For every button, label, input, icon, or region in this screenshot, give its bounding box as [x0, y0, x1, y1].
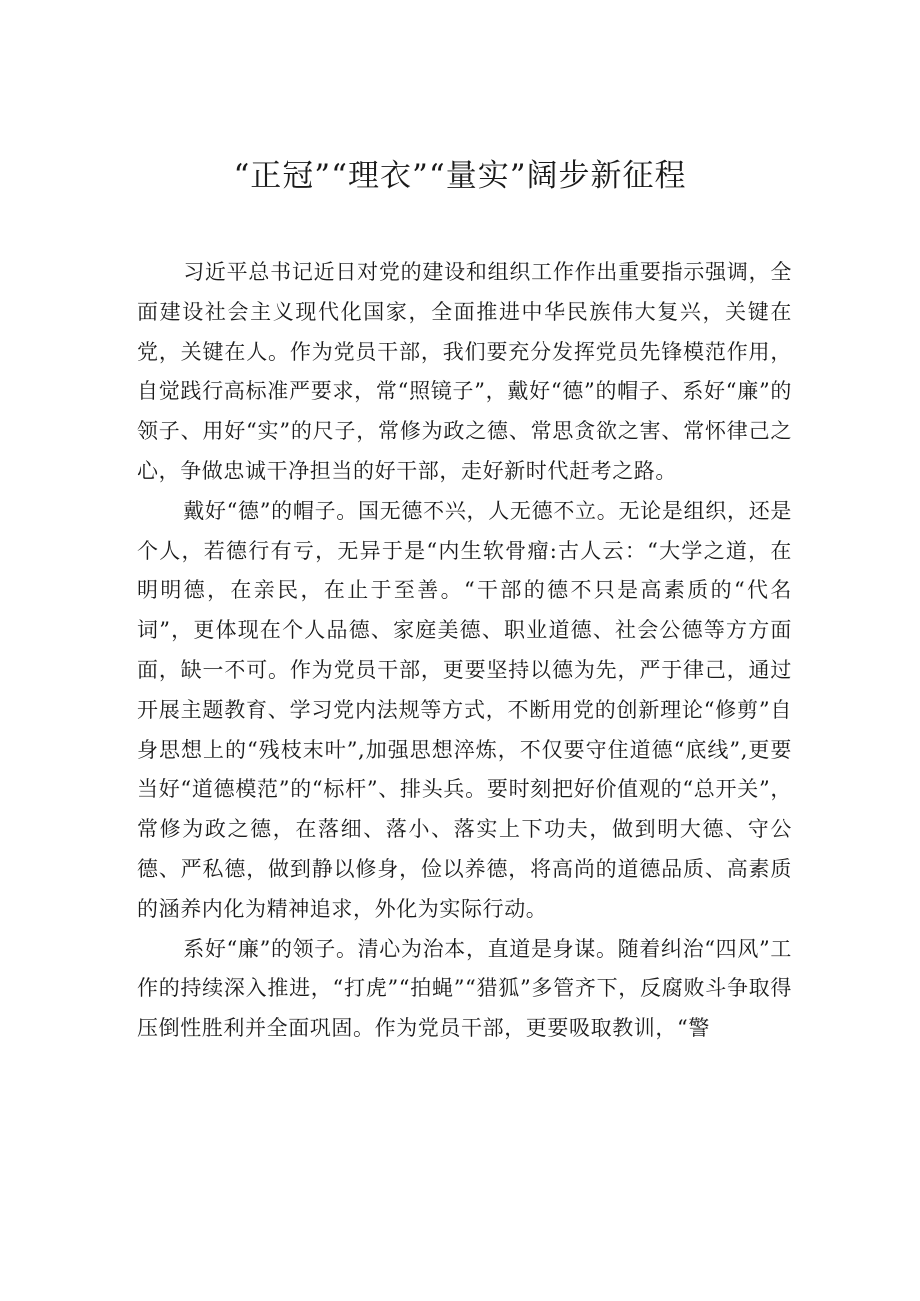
paragraph-integrity: 系好“廉”的领子。清心为治本，直道是身谋。随着纠治“四风”工作的持续深入推进，“打虎”“拍蝇”“猎狐”多管齐下，反腐败斗争取得压倒性胜利并全面巩固。作为党员干部，更要吸取教训，“警 — [137, 936, 792, 1041]
paragraph-intro: 习近平总书记近日对党的建设和组织工作作出重要指示强调，全面建设社会主义现代化国家，全面推进中华民族伟大复兴，关键在党，关键在人。作为党员干部，我们要充分发挥党员先锋模范作用，自觉践行高标准严要求，常“照镜子”，戴好“德”的帽子、系好“廉”的领子、用好“实”的尺子，常修为政之德、常思贪欲之害、常怀律己之心，争做忠诚干净担当的好干部，走好新时代赶考之路。 — [137, 260, 792, 483]
paragraph-virtue: 戴好“德”的帽子。国无德不兴，人无德不立。无论是组织，还是个人，若德行有亏，无异于是“内生软骨瘤:古人云：“大学之道，在明明德，在亲民，在止于至善。“干部的德不只是高素质的“代名词”，更体现在个人品德、家庭美德、职业道德、社会公德等方方面面，缺一不可。作为党员干部，更要坚持以德为先，严于律己，通过开展主题教育、学习党内法规等方式，不断用党的创新理论“修剪”自身思想上的“残枝末叶”,加强思想淬炼，不仅要守住道德“底线”,更要当好“道德模范”的“标杆”、排头兵。要时刻把好价值观的“总开关”，常修为政之德，在落细、落小、落实上下功夫，做到明大德、守公德、严私德，做到静以修身，俭以养德，将高尚的道德品质、高素质的涵养内化为精神追求，外化为实际行动。 — [137, 498, 792, 921]
document-body — [137, 253, 792, 1049]
document-title: “正冠”“理衣”“量实”阔步新征程 — [233, 158, 687, 194]
